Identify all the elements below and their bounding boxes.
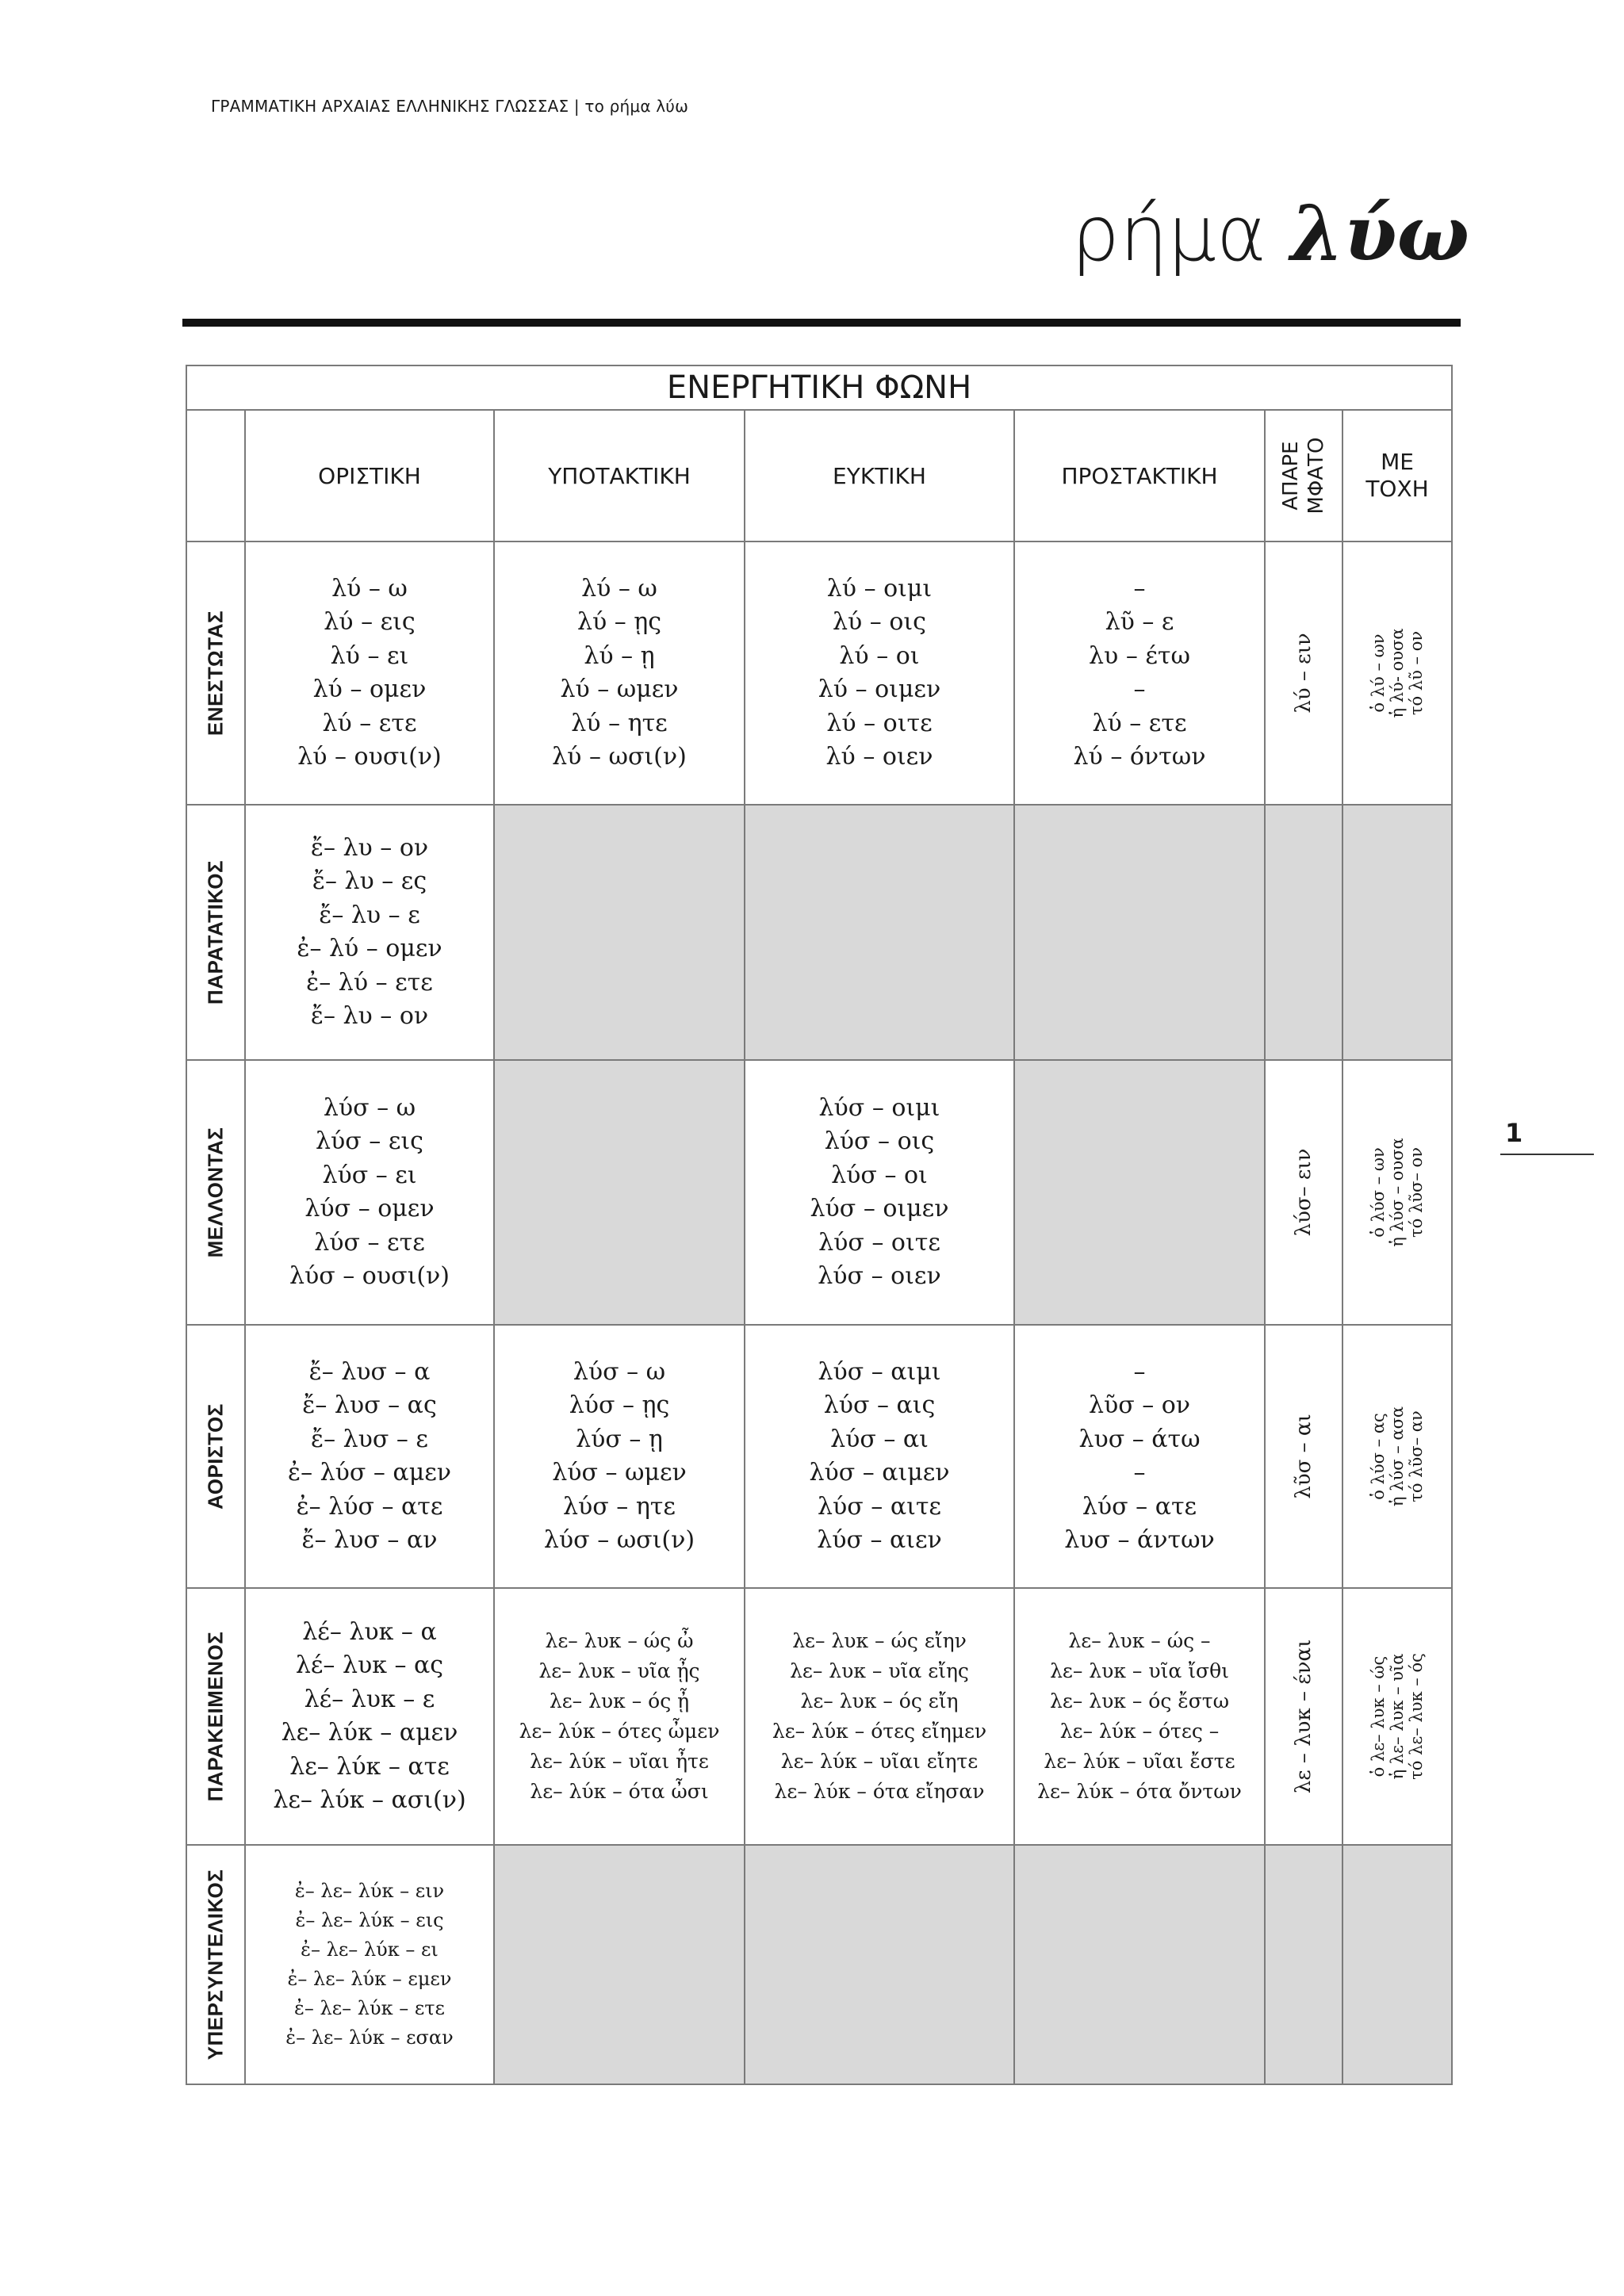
column-header-row [186,410,1452,541]
form-line: λύσ – οις [824,1127,935,1155]
tense-label-future [186,1060,245,1325]
form-line: λε– λύκ – ότα ὦσι [530,1780,709,1803]
form-line: λε– λύκ – ότες – [1059,1720,1220,1743]
form-line: ἐ– λύ – ομεν [297,935,442,962]
row-imperfect [186,805,1452,1060]
form-line: λῦ – ε [1105,608,1174,636]
tense-label-pluperfect [186,1845,245,2084]
form-line: λύσ – εις [316,1127,423,1155]
cell-perfect-imperative [1014,1588,1265,1845]
col-header-participle [1342,410,1452,541]
title-rule [182,319,1461,327]
form-line: λε– λύκ – αμεν [281,1719,458,1747]
row-future [186,1060,1452,1325]
tense-label-aorist [186,1325,245,1588]
cell-imperfect-indicative [245,805,494,1060]
form-line: λύ – οι [839,641,920,670]
form-line: λύ – ωμεν [560,675,679,703]
col-header-indicative: ΟΡΙΣΤΙΚΗ [245,410,494,541]
form-line: λε– λυκ – ώς ὦ [545,1629,694,1652]
voice-header: ΕΝΕΡΓΗΤΙΚΗ ΦΩΝΗ [186,365,1452,410]
page-title-word: ρήμα [1071,189,1267,278]
form-line: λύ – οιτε [826,709,933,737]
form-line: λύσ – ῃς [569,1391,670,1419]
form-line: λε– λυκ – ώς – [1068,1629,1211,1652]
form-line: λύ – οιμι [826,574,933,603]
row-pluperfect [186,1845,1452,2084]
infinitive-form: λε – λυκ – έναι [1292,1639,1316,1794]
form-line: λύσ – οιεν [818,1262,941,1290]
form-line: λύσ – αιμι [818,1357,941,1386]
participle-line: ὁ λε– λυκ – ώς [1369,1655,1388,1777]
cell-present-subjunctive [494,541,745,805]
form-line: λύσ – αιτε [818,1492,941,1521]
form-line: – [1133,1357,1146,1386]
col-header-imperative: ΠΡΟΣΤΑΚΤΙΚΗ [1014,410,1265,541]
form-line: λύ – ει [330,641,409,670]
participle-line: ὁ λύσ – ων [1369,1147,1388,1238]
participle-line: ἡ λύσ – ουσα [1388,1138,1408,1247]
cell-future-optative [745,1060,1014,1325]
tense-label-text: ΠΑΡΑΚΕΙΜΕΝΟΣ [203,1631,228,1802]
cell-empty-shaded [1014,805,1265,1060]
form-line: λύσ – ω [323,1093,416,1122]
form-line: – [1133,675,1146,703]
form-line: λύ – ῃ [584,641,655,670]
form-line: λύσ – ομεν [304,1195,435,1223]
cell-present-optative [745,541,1014,805]
cell-present-imperative [1014,541,1265,805]
form-line: λύ – ετε [322,709,417,737]
form-line: λε– λύκ – ότες εἴημεν [772,1720,987,1743]
form-line: λύ – ῃς [576,608,662,636]
tense-label-text: ΑΟΡΙΣΤΟΣ [203,1403,228,1510]
cell-empty-shaded [494,1845,745,2084]
form-line: λυσ – άντων [1064,1526,1215,1554]
page-number: 1 [1505,1118,1523,1148]
cell-perfect-subjunctive [494,1588,745,1845]
form-line: ἔ– λυσ – αν [301,1526,438,1554]
form-line: λε– λύκ – ότα εἴησαν [774,1780,985,1803]
form-line: ἐ– λε– λύκ – ειν [294,1880,445,1902]
col-header-participle-line-2: ΤΟΧΗ [1365,476,1429,502]
form-line: λε– λυκ – υῖα εἴης [790,1659,969,1682]
cell-present-participle [1342,541,1452,805]
form-line: λύσ – οιτε [818,1228,940,1257]
form-line: λε– λυκ – υῖα ᾖς [538,1659,700,1682]
infinitive-form: λύσ– ειν [1292,1148,1316,1237]
form-line: λέ– λυκ – ας [295,1651,444,1679]
form-line: λε– λύκ – ασι(ν) [273,1786,466,1814]
form-line: ἐ– λύ – ετε [306,968,433,997]
col-header-infinitive-line-1: ΑΠΑΡΕ [1279,441,1303,511]
form-line: λύσ – αις [823,1391,936,1419]
form-line: λύ – ομεν [312,675,427,703]
row-present [186,541,1452,805]
cell-perfect-indicative [245,1588,494,1845]
form-line: λύσ – οιμι [818,1093,940,1122]
form-line: λύσ – ουσι(ν) [289,1262,450,1290]
form-line: λύ – ω [331,574,408,603]
form-line: ἔ– λυσ – ε [311,1425,428,1453]
form-line: λε– λυκ – ώς εἴην [792,1629,967,1652]
cell-perfect-participle [1342,1588,1452,1845]
participle-line: ἡ λύσ – ασα [1388,1406,1408,1507]
form-line: λέ– λυκ – ε [304,1685,435,1713]
form-line: – [1133,574,1146,603]
col-header-participle-line-1: ΜΕ [1381,449,1414,475]
tense-label-text: ΥΠΕΡΣΥΝΤΕΛΙΚΟΣ [203,1869,228,2061]
page-title [1071,189,1469,278]
cell-perfect-optative [745,1588,1014,1845]
participle-line: ἡ λύ- ουσα [1388,628,1408,718]
form-line: ἔ– λυ – ον [310,1002,429,1030]
form-line: λύ – εις [324,608,416,636]
form-line: ἐ– λε– λύκ – ει [301,1938,439,1961]
running-header: ΓΡΑΜΜΑΤΙΚΗ ΑΡΧΑΙΑΣ ΕΛΛΗΝΙΚΗΣ ΓΛΩΣΣΑΣ | το ρήμα λύω [211,97,689,116]
form-line: ἔ– λυσ – ας [302,1391,437,1419]
form-line: ἐ– λε– λύκ – ετε [294,1997,445,2019]
col-header-infinitive [1265,410,1342,541]
form-line: ἐ– λύσ – αμεν [288,1459,451,1487]
form-line: λύ – ω [581,574,657,603]
form-line: λύ – ωσι(ν) [552,743,687,771]
tense-label-text: ΕΝΕΣΤΩΤΑΣ [203,610,228,737]
participle-line: τό λῦ – ον [1407,630,1427,716]
participle-line: ἡ λε– λυκ – υῖα [1388,1653,1408,1780]
form-line: λε– λύκ – ότες ὦμεν [519,1720,720,1743]
form-line: – [1133,1459,1146,1487]
cell-aorist-infinitive [1265,1325,1342,1588]
form-line: λε– λυκ – ός εἴη [800,1689,959,1712]
tense-label-imperfect [186,805,245,1060]
form-line: λύσ – ωσι(ν) [543,1526,695,1554]
infinitive-form: λύ – ειν [1292,633,1316,714]
form-line: λε– λύκ – υῖαι ἔστε [1044,1750,1235,1773]
form-line: λύ – ουσι(ν) [297,743,442,771]
form-line: λύσ – ετε [314,1228,425,1257]
cell-pluperfect-indicative [245,1845,494,2084]
cell-aorist-subjunctive [494,1325,745,1588]
form-line: λύσ – αι [830,1425,929,1453]
form-line: λύσ – ωμεν [552,1459,687,1487]
row-aorist [186,1325,1452,1588]
cell-empty-shaded [1265,1845,1342,2084]
form-line: ἔ– λυ – ον [310,833,429,862]
form-line: λύ – όντων [1073,743,1206,771]
voice-row [186,365,1452,410]
cell-aorist-imperative [1014,1325,1265,1588]
form-line: λε– λύκ – ότα ὄντων [1037,1780,1242,1803]
form-line: λύσ – οιμεν [810,1195,949,1223]
form-line: λυ – έτω [1089,641,1190,670]
form-line: λύσ – ω [573,1357,666,1386]
cell-future-participle [1342,1060,1452,1325]
form-line: λύ – οις [833,608,926,636]
form-line: ἔ– λυσ – α [308,1357,431,1386]
form-line: λύσ – οι [831,1161,928,1189]
form-line: λυσ – άτω [1078,1425,1201,1453]
form-line: ἐ– λε– λύκ – εμεν [287,1968,452,1990]
col-header-optative: ΕΥΚΤΙΚΗ [745,410,1014,541]
form-line: λε– λυκ – ός ᾖ [549,1689,690,1712]
cell-perfect-infinitive [1265,1588,1342,1845]
form-line: λε– λυκ – υῖα ἴσθι [1050,1659,1229,1682]
cell-future-indicative [245,1060,494,1325]
col-header-infinitive-line-2: ΜΦΑΤΟ [1304,437,1328,515]
cell-empty-shaded [745,1845,1014,2084]
tense-label-present [186,541,245,805]
form-line: ἐ– λε– λύκ – εσαν [285,2026,454,2049]
form-line: λύσ – ατε [1082,1492,1197,1521]
cell-aorist-indicative [245,1325,494,1588]
row-perfect [186,1588,1452,1845]
tense-label-text: ΠΑΡΑΤΑΤΙΚΟΣ [203,859,228,1005]
cell-empty-shaded [745,805,1014,1060]
corner-cell [186,410,245,541]
tense-label-text: ΜΕΛΛΟΝΤΑΣ [203,1127,228,1258]
conjugation-table [186,365,1453,2085]
form-line: λύσ – ῃ [576,1425,663,1453]
participle-line: ὁ λύ – ων [1369,633,1388,713]
participle-line: τό λε– λυκ – ός [1407,1653,1427,1780]
form-line: ἐ– λύσ – ατε [296,1492,443,1521]
form-line: λε– λυκ – ός ἔστω [1049,1689,1229,1712]
cell-present-infinitive [1265,541,1342,805]
form-line: λε– λύκ – υῖαι εἴητε [780,1750,979,1773]
cell-aorist-participle [1342,1325,1452,1588]
cell-empty-shaded [494,1060,745,1325]
col-header-subjunctive: ΥΠΟΤΑΚΤΙΚΗ [494,410,745,541]
participle-line: τό λῦσ– αν [1407,1410,1427,1502]
cell-empty-shaded [1342,1845,1452,2084]
cell-aorist-optative [745,1325,1014,1588]
cell-empty-shaded [1014,1845,1265,2084]
cell-future-infinitive [1265,1060,1342,1325]
cell-empty-shaded [1265,805,1342,1060]
form-line: λύσ – αιεν [817,1526,942,1554]
form-line: ἔ– λυ – ες [312,867,427,895]
page-title-verb: λύω [1290,189,1469,278]
participle-line: τό λῦσ– ον [1407,1147,1427,1238]
page-number-rule [1500,1154,1594,1155]
form-line: ἔ– λυ – ε [319,901,420,929]
cell-empty-shaded [494,805,745,1060]
form-line: λύ – ετε [1092,709,1187,737]
form-line: λύ – ητε [571,709,668,737]
form-line: λύσ – ει [322,1161,417,1189]
infinitive-form: λῦσ – αι [1292,1414,1316,1499]
form-line: λύ – οιεν [825,743,933,771]
form-line: λῦσ – ον [1088,1391,1191,1419]
form-line: λε– λύκ – υῖαι ἦτε [530,1750,709,1773]
form-line: λύσ – ητε [563,1492,676,1521]
cell-empty-shaded [1014,1060,1265,1325]
form-line: λύ – οιμεν [818,675,941,703]
tense-label-perfect [186,1588,245,1845]
participle-line: ὁ λύσ – ας [1369,1413,1388,1500]
form-line: λύσ – αιμεν [809,1459,950,1487]
cell-present-indicative [245,541,494,805]
form-line: λέ– λυκ – α [302,1617,437,1646]
form-line: ἐ– λε– λύκ – εις [295,1909,444,1931]
cell-empty-shaded [1342,805,1452,1060]
form-line: λε– λύκ – ατε [289,1752,450,1781]
